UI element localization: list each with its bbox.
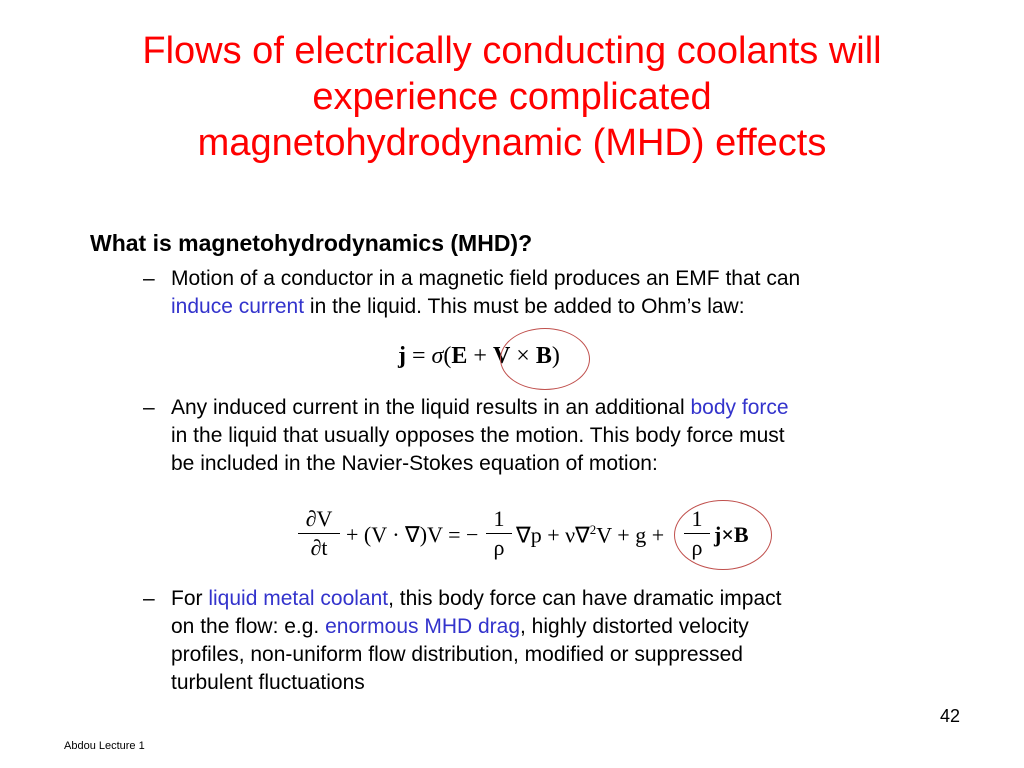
section-heading: What is magnetohydrodynamics (MHD)? [90, 230, 533, 256]
eq1-times: × [510, 343, 536, 369]
bullet-3-line-3: profiles, non-uniform flow distribution, modified or suppressed [171, 643, 743, 666]
eq2-one-over-rho-fraction [486, 506, 512, 561]
footer-text: Abdou Lecture 1 [64, 740, 145, 752]
eq2-rho-a: ρ [493, 535, 505, 560]
eq2-pressure-term: ∇p + ν∇ [516, 522, 590, 548]
bullet-3-line-4: turbulent fluctuations [171, 671, 365, 694]
eq2-convective-term: + (V · ∇)V = − [346, 522, 479, 547]
bullet-1-line-2 [171, 293, 745, 321]
eq2-fraction-bar [486, 533, 512, 534]
slide-title [40, 28, 984, 166]
eq1-plus: + [467, 343, 493, 369]
eq2-pressure-viscous [516, 522, 664, 548]
highlight-body-force: body force [690, 396, 789, 419]
bullet-3-line-2 [171, 613, 749, 641]
vxb-highlight-circle [500, 328, 590, 390]
bullet-3-line-1-post: , this body force can have dramatic impact [388, 587, 782, 610]
eq2-fraction-bar [298, 533, 340, 534]
bullet-dash: – [143, 267, 155, 290]
bullet-3-line-2-post: , highly distorted velocity [520, 615, 749, 638]
title-line-1: Flows of electrically conducting coolants will [142, 30, 882, 72]
eq2-partial-V: ∂V [305, 506, 333, 531]
bullet-2-line-1 [171, 394, 789, 422]
eq2-visc-rest: V + g + [596, 522, 665, 548]
bullet-2-line-3: be included in the Navier-Stokes equation of motion: [171, 452, 658, 475]
bullet-1-line-2-rest: in the liquid. This must be added to Ohm’s law: [304, 295, 745, 318]
bullet-dash: – [143, 587, 155, 610]
highlight-liquid-metal-coolant: liquid metal coolant [208, 587, 389, 610]
title-line-2: experience complicated [312, 76, 712, 118]
lorentz-highlight-circle [674, 500, 772, 570]
eq1-E: E [451, 343, 468, 369]
highlight-induce-current: induce current [171, 295, 305, 318]
eq1-rparen: ) [551, 343, 560, 369]
eq1-equals: = [406, 343, 432, 369]
eq1-B: B [535, 343, 552, 369]
eq1-lparen: ( [443, 343, 452, 369]
title-line-3: magnetohydrodynamic (MHD) effects [197, 122, 827, 164]
eq2-one-a: 1 [493, 506, 505, 531]
eq2-squared: 2 [589, 522, 597, 537]
eq1-V: V [492, 343, 511, 369]
bullet-3-line-1-pre: For [171, 587, 209, 610]
bullet-3-line-2-pre: on the flow: e.g. [171, 615, 326, 638]
eq2-dVdt-fraction [298, 506, 340, 561]
bullet-3-line-1 [171, 585, 781, 613]
bullet-1-line-1: Motion of a conductor in a magnetic field produces an EMF that can [171, 267, 801, 290]
bullet-dash: – [143, 396, 155, 419]
eq2-one-b: 1 [691, 506, 703, 531]
eq2-partial-t: ∂t [310, 535, 328, 560]
eq2-lorentz-force: j×B [714, 522, 749, 547]
slide-number: 42 [940, 706, 961, 726]
eq1-sigma: σ [431, 343, 444, 369]
bullet-2-line-1-pre: Any induced current in the liquid results in an additional [171, 396, 691, 419]
eq2-rho-b: ρ [691, 535, 703, 560]
bullet-2-line-2: in the liquid that usually opposes the motion. This body force must [171, 424, 785, 447]
highlight-mhd-drag: enormous MHD drag [325, 615, 521, 638]
eq1-j: j [398, 343, 406, 369]
